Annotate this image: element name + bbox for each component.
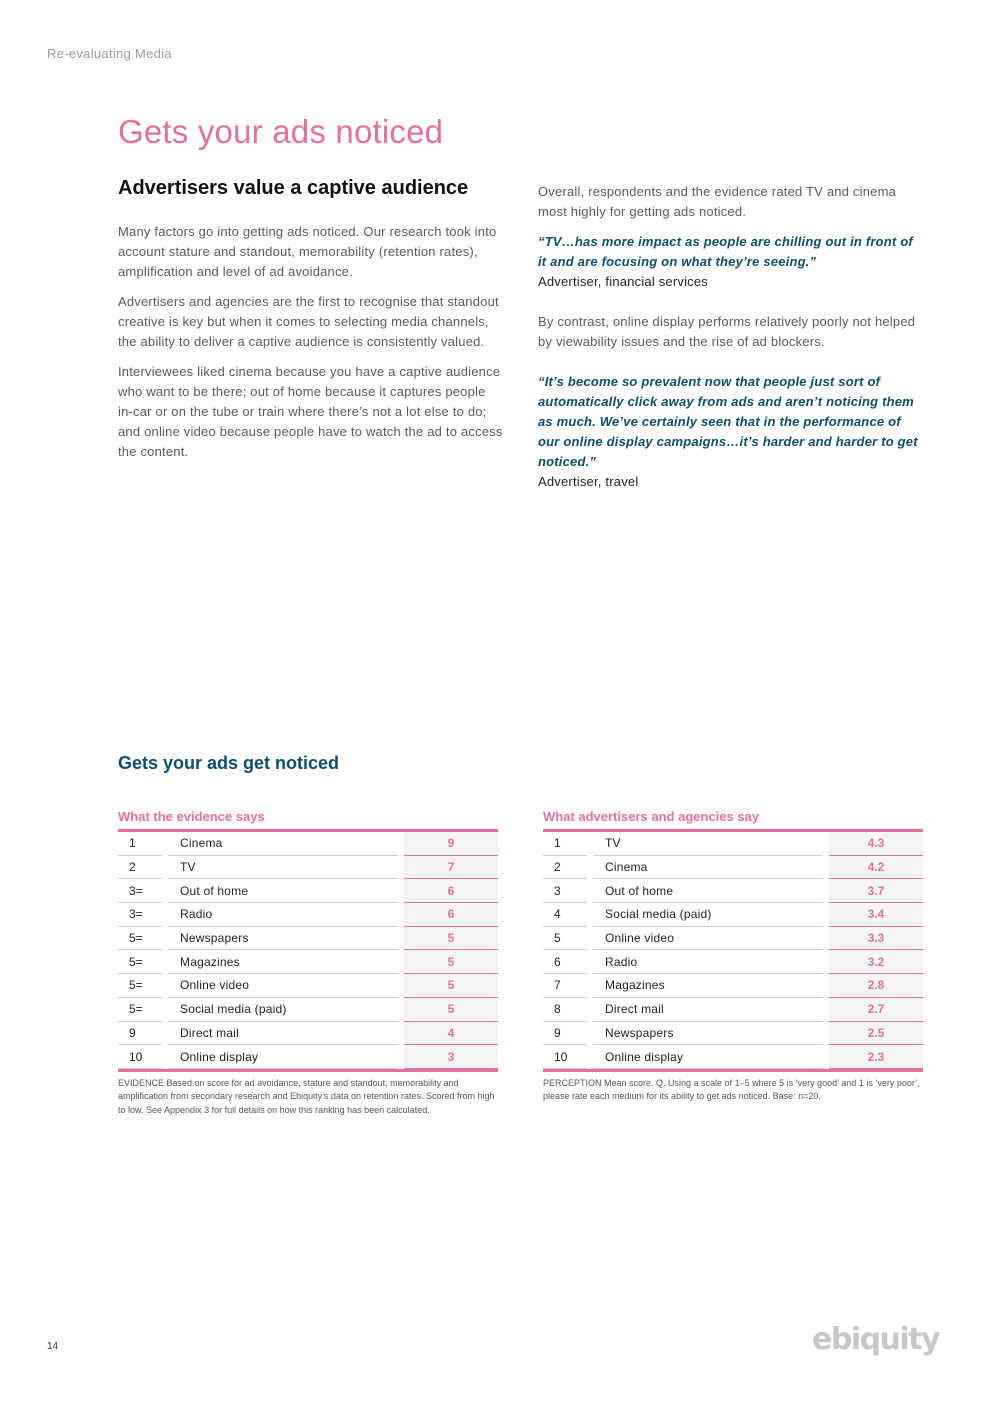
pull-quote: “It’s become so prevalent now that people just sort of automatically click away from ads and aren’t noticing them as much. We’ve certainly seen that in the performance of our online display campaigns…it’s harder and harder to get noticed.” — [538, 374, 918, 469]
rank-cell: 6 — [543, 950, 587, 974]
medium-cell: Online video — [168, 974, 398, 998]
score-cell: 9 — [404, 832, 498, 856]
table-row — [118, 950, 498, 974]
score-cell: 5 — [404, 974, 498, 998]
table-caption: What advertisers and agencies say — [543, 808, 923, 832]
medium-cell: Radio — [168, 903, 398, 927]
section-heading: Advertisers value a captive audience — [118, 177, 469, 199]
rank-cell: 7 — [543, 974, 587, 998]
score-cell: 4.3 — [829, 832, 923, 856]
rank-cell: 3= — [118, 903, 162, 927]
table-body — [118, 832, 498, 1069]
table-row — [118, 998, 498, 1022]
medium-cell: Out of home — [168, 879, 398, 903]
body-paragraph: Many factors go into getting ads noticed. Our research took into account stature and standout, memorability (retention rates), amplification and level of ad avoidance. — [118, 224, 497, 279]
rank-cell: 1 — [543, 832, 587, 856]
rank-cell: 5= — [118, 950, 162, 974]
table-row — [118, 856, 498, 880]
score-cell: 4 — [404, 1022, 498, 1046]
evidence-ranking-table — [118, 808, 498, 1117]
table-row — [118, 832, 498, 856]
left-column — [118, 222, 504, 472]
score-cell: 5 — [404, 927, 498, 951]
medium-cell: Online display — [593, 1045, 823, 1069]
score-cell: 5 — [404, 998, 498, 1022]
table-row — [543, 879, 923, 903]
medium-cell: Magazines — [593, 974, 823, 998]
medium-cell: Newspapers — [168, 927, 398, 951]
medium-cell: TV — [593, 832, 823, 856]
score-cell: 2.7 — [829, 998, 923, 1022]
contrast-paragraph: By contrast, online display performs relatively poorly not helped by viewability issues and the rise of ad blockers. — [538, 314, 916, 349]
table-rule — [118, 1069, 498, 1072]
medium-cell: Radio — [593, 950, 823, 974]
medium-cell: Newspapers — [593, 1022, 823, 1046]
table-row — [543, 950, 923, 974]
rank-cell: 5= — [118, 998, 162, 1022]
table-row — [118, 974, 498, 998]
table-row — [118, 1045, 498, 1069]
medium-cell: Social media (paid) — [168, 998, 398, 1022]
table-row — [543, 856, 923, 880]
table-row — [543, 1022, 923, 1046]
score-cell: 3.7 — [829, 879, 923, 903]
rank-cell: 10 — [543, 1045, 587, 1069]
table-footnote: PERCEPTION Mean score. Q. Using a scale of 1–5 where 5 is ‘very good’ and 1 is ‘very poor’, please rate each medium for its ability to get ads noticed. Base: n=20. — [543, 1077, 920, 1102]
table-footnote: EVIDENCE Based on score for ad avoidance, stature and standout, memorability and amplification from secondary research and Ebiquity’s data on retention rates. Scored from high to low. See Appendix 3 for full details on how this ranking has been calculated. — [118, 1077, 495, 1115]
rank-cell: 10 — [118, 1045, 162, 1069]
running-header: Re-evaluating Media — [47, 46, 172, 61]
rank-cell: 4 — [543, 903, 587, 927]
medium-cell: Direct mail — [593, 998, 823, 1022]
page-title: Gets your ads noticed — [118, 113, 444, 150]
table-rule — [543, 1069, 923, 1072]
score-cell: 2.5 — [829, 1022, 923, 1046]
ebiquity-logo: ebiquity — [812, 1322, 940, 1357]
score-cell: 3.4 — [829, 903, 923, 927]
chart-heading: Gets your ads get noticed — [118, 753, 340, 773]
medium-cell: Online display — [168, 1045, 398, 1069]
score-cell: 3.3 — [829, 927, 923, 951]
intro-paragraph: Overall, respondents and the evidence rated TV and cinema most highly for getting ads noticed. — [538, 184, 897, 219]
table-row — [118, 927, 498, 951]
body-paragraph: Interviewees liked cinema because you have a captive audience who want to be there; out of home because it captures people in-car or on the tube or train where there’s not a lot else to do; and online video because people have to watch the ad to access the content. — [118, 364, 503, 459]
rank-cell: 9 — [118, 1022, 162, 1046]
rank-cell: 9 — [543, 1022, 587, 1046]
score-cell: 6 — [404, 903, 498, 927]
rank-cell: 5= — [118, 974, 162, 998]
rank-cell: 3= — [118, 879, 162, 903]
table-row — [118, 879, 498, 903]
table-row — [543, 1045, 923, 1069]
medium-cell: Magazines — [168, 950, 398, 974]
table-row — [118, 1022, 498, 1046]
page-number: 14 — [47, 1341, 59, 1352]
score-cell: 6 — [404, 879, 498, 903]
medium-cell: Online video — [593, 927, 823, 951]
table-row — [543, 974, 923, 998]
medium-cell: Direct mail — [168, 1022, 398, 1046]
right-column — [538, 182, 923, 492]
score-cell: 3.2 — [829, 950, 923, 974]
score-cell: 4.2 — [829, 856, 923, 880]
rank-cell: 5 — [543, 927, 587, 951]
medium-cell: TV — [168, 856, 398, 880]
table-row — [543, 927, 923, 951]
table-row — [543, 832, 923, 856]
table-body — [543, 832, 923, 1069]
quote-attribution: Advertiser, financial services — [538, 274, 709, 289]
medium-cell: Cinema — [593, 856, 823, 880]
table-row — [543, 903, 923, 927]
perception-ranking-table — [543, 808, 923, 1104]
score-cell: 3 — [404, 1045, 498, 1069]
score-cell: 5 — [404, 950, 498, 974]
rank-cell: 1 — [118, 832, 162, 856]
score-cell: 7 — [404, 856, 498, 880]
quote-attribution: Advertiser, travel — [538, 474, 639, 489]
table-row — [118, 903, 498, 927]
rank-cell: 5= — [118, 927, 162, 951]
rank-cell: 8 — [543, 998, 587, 1022]
rank-cell: 2 — [118, 856, 162, 880]
rank-cell: 3 — [543, 879, 587, 903]
medium-cell: Cinema — [168, 832, 398, 856]
table-row — [543, 998, 923, 1022]
body-paragraph: Advertisers and agencies are the first to recognise that standout creative is key but when it comes to selecting media channels, the ability to deliver a captive audience is consistently valued. — [118, 294, 499, 349]
pull-quote: “TV…has more impact as people are chilling out in front of it and are focusing on what they’re seeing.” — [538, 234, 913, 269]
score-cell: 2.8 — [829, 974, 923, 998]
rank-cell: 2 — [543, 856, 587, 880]
medium-cell: Out of home — [593, 879, 823, 903]
score-cell: 2.3 — [829, 1045, 923, 1069]
medium-cell: Social media (paid) — [593, 903, 823, 927]
table-caption: What the evidence says — [118, 808, 498, 832]
